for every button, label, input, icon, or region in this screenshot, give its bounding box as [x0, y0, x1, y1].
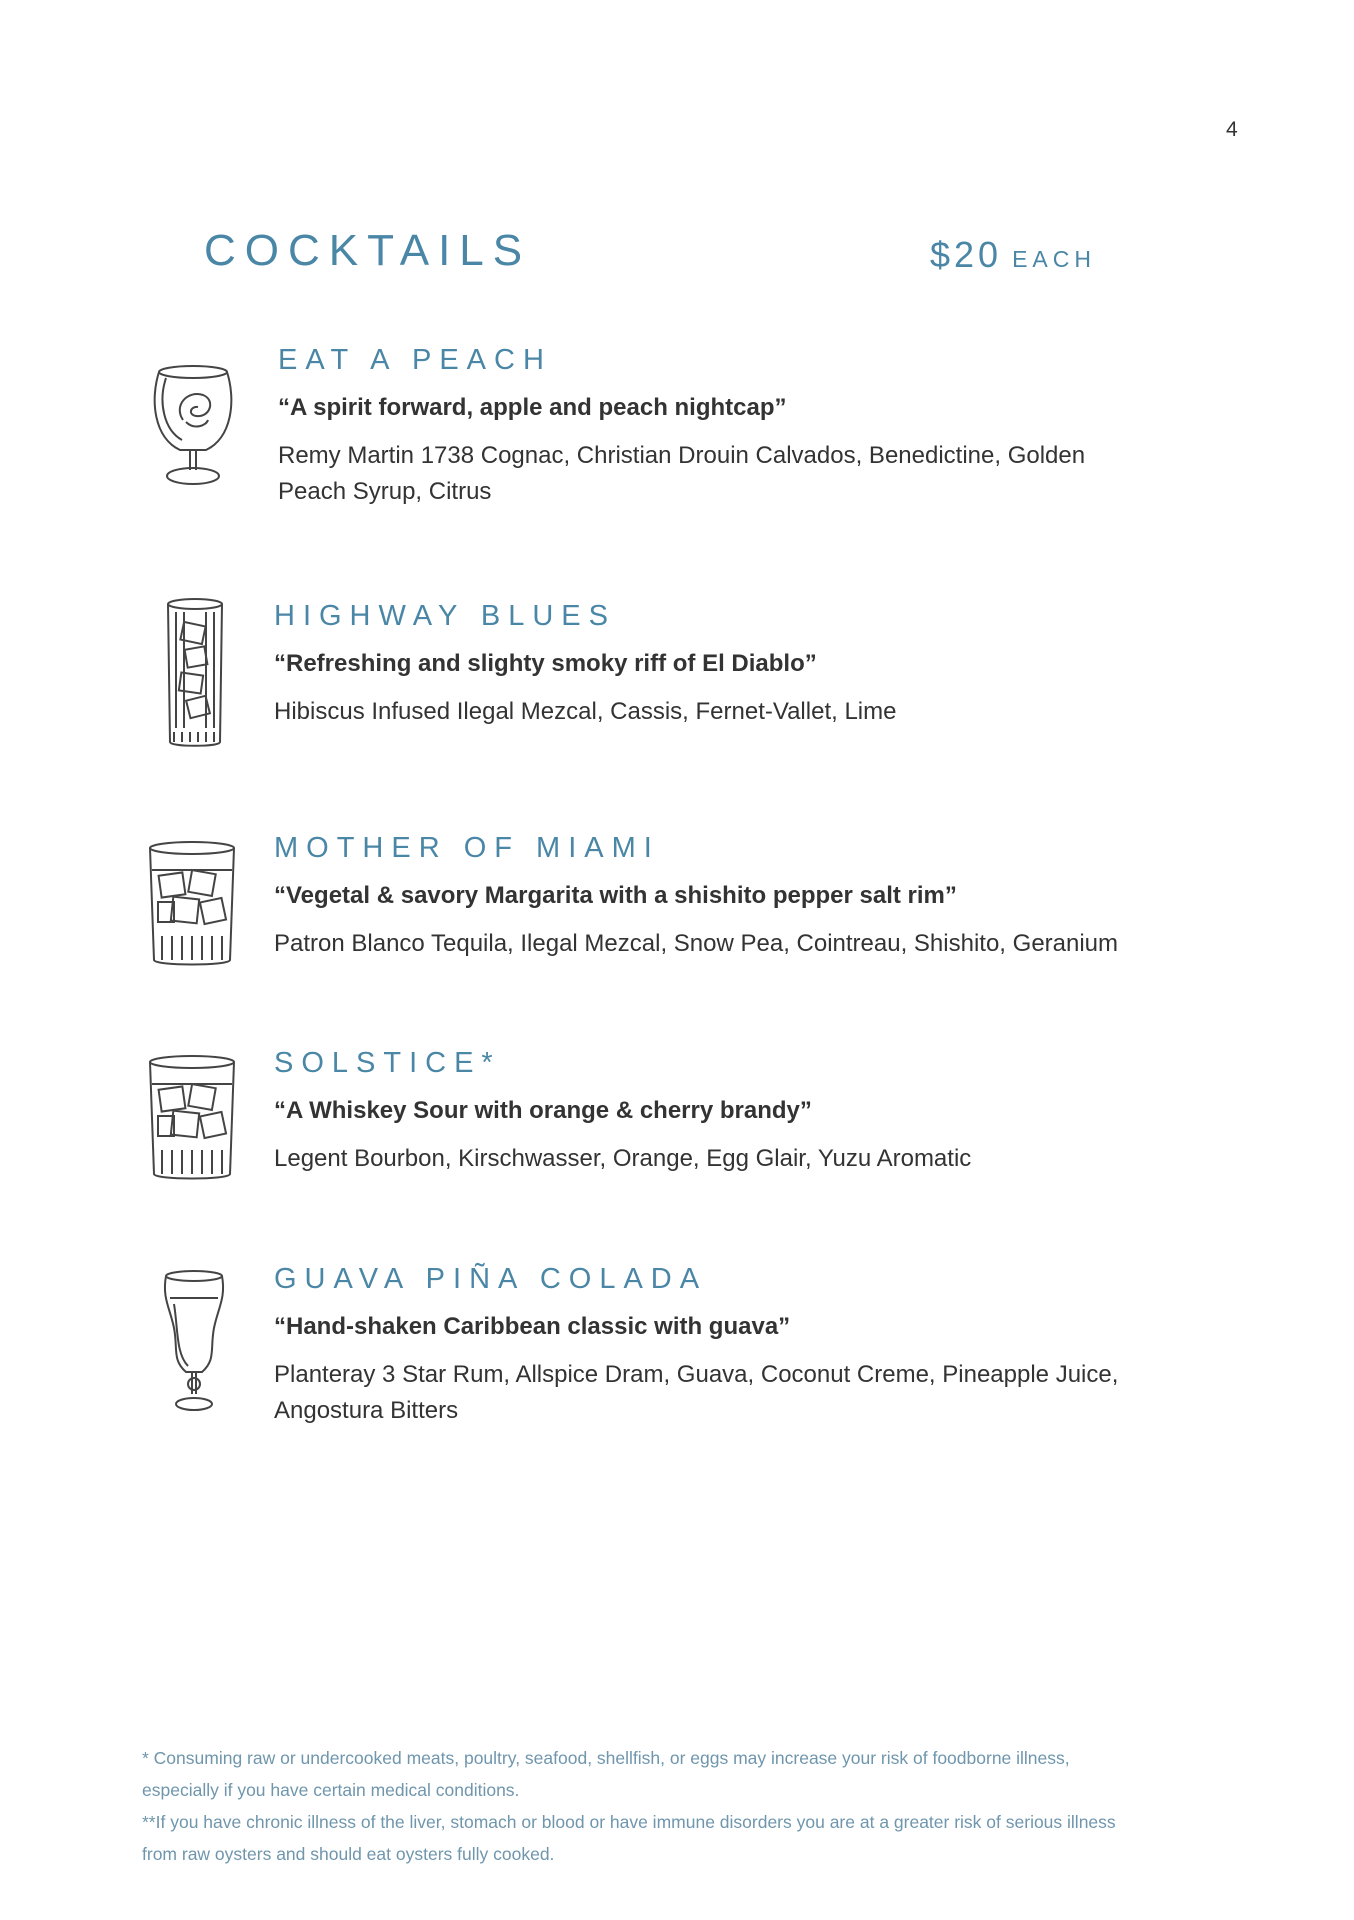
price-suffix: EACH — [1012, 246, 1096, 272]
hurricane-glass-icon — [162, 1268, 226, 1418]
cocktail-tagline: “A Whiskey Sour with orange & cherry brandy” — [274, 1097, 812, 1124]
page-number: 4 — [1226, 118, 1239, 141]
cocktail-ingredients: Patron Blanco Tequila, Ilegal Mezcal, Snow Pea, Cointreau, Shishito, Geranium — [274, 930, 1119, 957]
cocktail-tagline: “Vegetal & savory Margarita with a shishito pepper salt rim” — [274, 882, 957, 909]
cocktail-ingredients: Legent Bourbon, Kirschwasser, Orange, Egg Glair, Yuzu Aromatic — [274, 1145, 972, 1172]
rocks-glass-icon — [146, 1054, 238, 1184]
menu-section-title: COCKTAILS — [204, 226, 532, 275]
raw-food-warning: * Consuming raw or undercooked meats, poultry, seafood, shellfish, or eggs may increase your risk of foodborne illness, especially if you have certain medical conditions. — [142, 1748, 1070, 1800]
rocks-glass-icon — [146, 840, 238, 970]
highball-glass-icon — [164, 596, 226, 750]
price-value: $20 — [930, 234, 1003, 275]
cocktail-tagline: “A spirit forward, apple and peach nightcap” — [278, 394, 787, 421]
cocktail-name: GUAVA PIÑA COLADA — [274, 1263, 708, 1295]
cocktail-ingredients: Planteray 3 Star Rum, Allspice Dram, Guava, Coconut Creme, Pineapple Juice, Angostura Bitters — [274, 1361, 1119, 1424]
footnotes — [142, 1742, 1132, 1870]
cocktail-name: SOLSTICE* — [274, 1047, 501, 1079]
cocktail-name: HIGHWAY BLUES — [274, 600, 616, 632]
cocktail-name: EAT A PEACH — [278, 344, 552, 376]
oyster-warning: **If you have chronic illness of the liver, stomach or blood or have immune disorders you are at a greater risk of serious illness from raw oysters and should eat oysters fully cooked. — [142, 1812, 1116, 1864]
cocktail-name: MOTHER OF MIAMI — [274, 832, 660, 864]
cocktail-tagline: “Refreshing and slighty smoky riff of El Diablo” — [274, 650, 817, 677]
cocktail-tagline: “Hand-shaken Caribbean classic with guava” — [274, 1313, 791, 1340]
price-label — [930, 234, 1096, 276]
cocktail-ingredients: Remy Martin 1738 Cognac, Christian Drouin Calvados, Benedictine, Golden Peach Syrup, Citrus — [278, 442, 1086, 505]
cocktail-ingredients: Hibiscus Infused Ilegal Mezcal, Cassis, Fernet-Vallet, Lime — [274, 698, 897, 725]
snifter-glass-icon — [148, 360, 238, 496]
